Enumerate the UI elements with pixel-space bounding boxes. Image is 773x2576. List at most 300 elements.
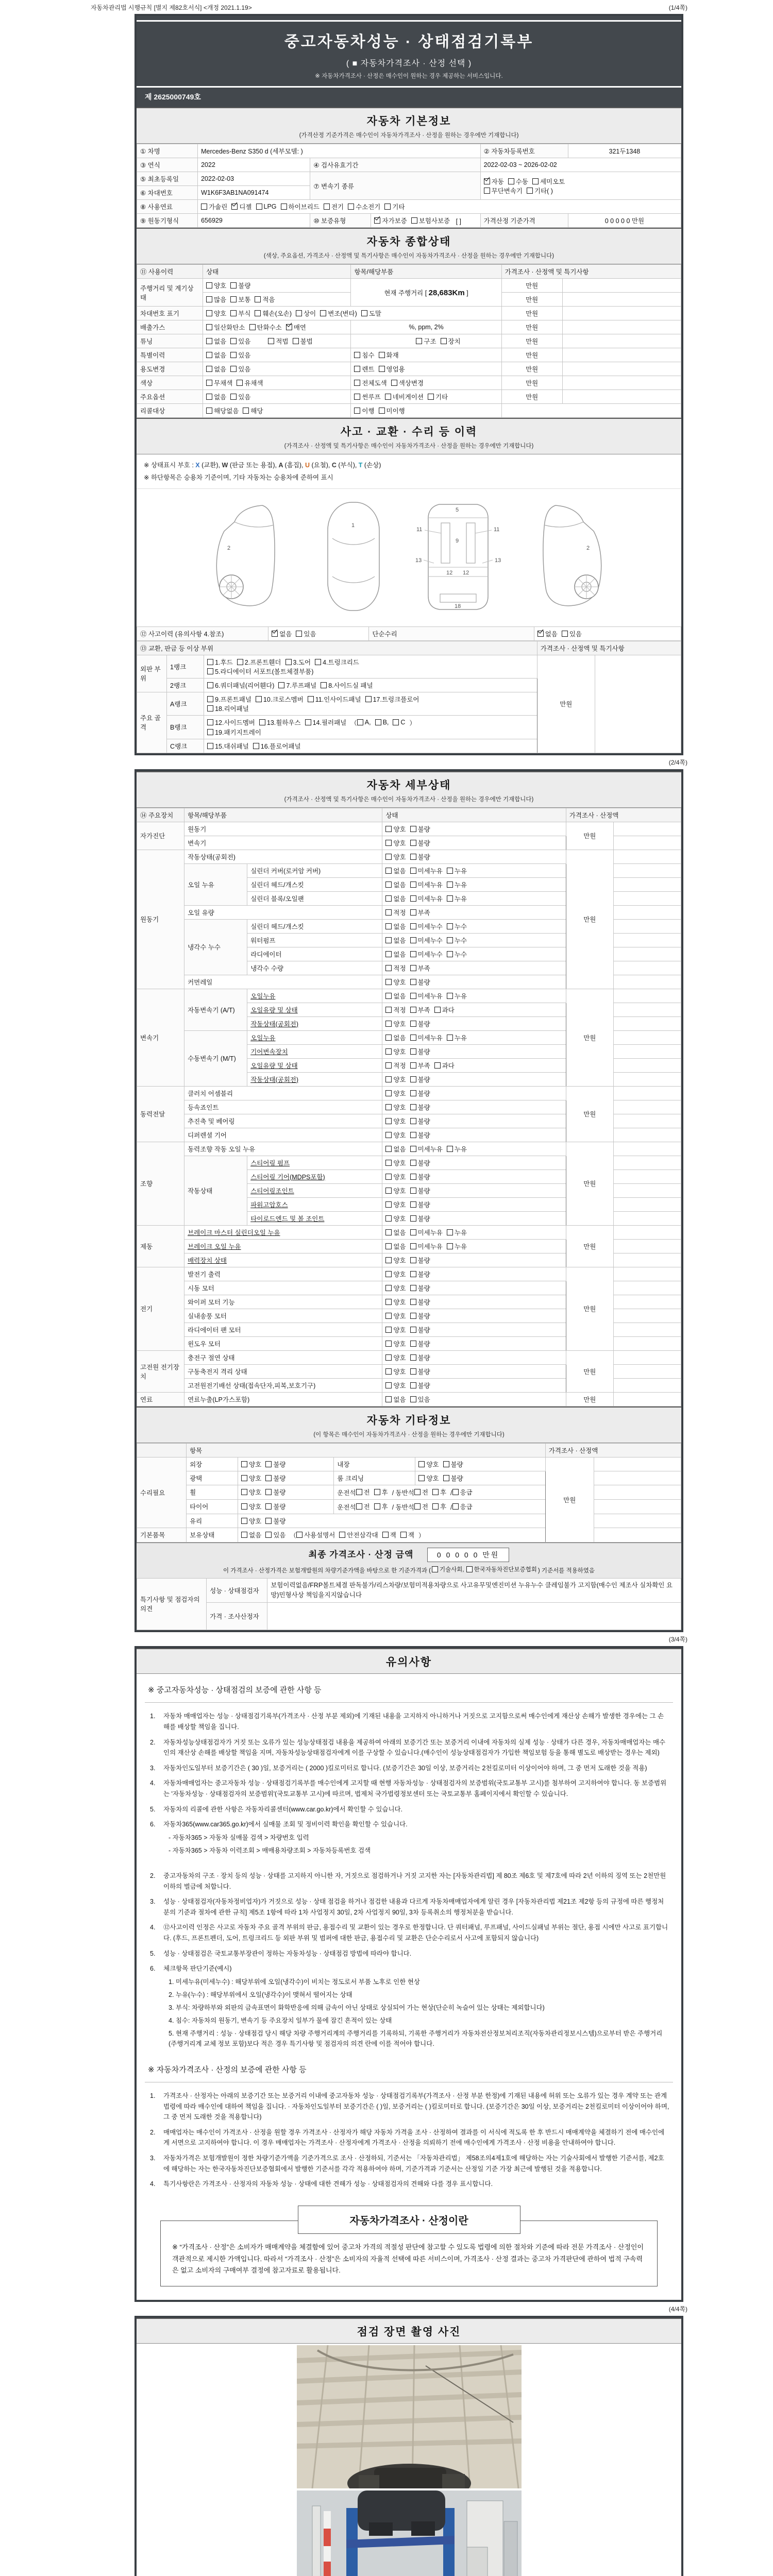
checkbox[interactable] bbox=[385, 993, 392, 999]
checkbox[interactable] bbox=[410, 1188, 416, 1194]
checkbox[interactable] bbox=[356, 1489, 362, 1495]
checkbox-option-영업용[interactable] bbox=[379, 364, 405, 374]
checkbox-option-6.쿼더패널(리어휀다)[interactable] bbox=[207, 681, 274, 690]
checkbox-option-기타( )[interactable] bbox=[527, 186, 553, 195]
checkbox-option-도말[interactable] bbox=[361, 309, 381, 318]
checkbox[interactable] bbox=[259, 719, 265, 725]
checkbox[interactable] bbox=[385, 394, 391, 400]
checkbox-option-잭[interactable] bbox=[382, 1530, 396, 1539]
checkbox-option-불량[interactable] bbox=[443, 1460, 463, 1469]
checkbox-option-있음[interactable] bbox=[265, 1530, 285, 1539]
checkbox[interactable] bbox=[385, 1174, 392, 1180]
checkbox[interactable] bbox=[385, 923, 392, 929]
checkbox[interactable] bbox=[230, 310, 237, 316]
checkbox-option-불량[interactable] bbox=[410, 1158, 430, 1167]
checkbox[interactable] bbox=[207, 743, 213, 749]
checkbox-option-기타[interactable] bbox=[428, 392, 448, 401]
checkbox-option-미세누유[interactable] bbox=[410, 894, 443, 903]
checkbox[interactable] bbox=[410, 965, 416, 971]
checkbox-checked[interactable] bbox=[374, 217, 380, 224]
checkbox-checked[interactable] bbox=[231, 204, 238, 210]
checkbox[interactable] bbox=[385, 1090, 392, 1096]
checkbox-option-양호[interactable] bbox=[385, 1089, 406, 1098]
checkbox[interactable] bbox=[447, 1146, 453, 1152]
checkbox-option-양호[interactable] bbox=[385, 838, 406, 848]
checkbox-option-양호[interactable] bbox=[385, 1019, 406, 1028]
checkbox-option-없음[interactable] bbox=[385, 1144, 406, 1154]
checkbox[interactable] bbox=[385, 1299, 392, 1305]
checkbox[interactable] bbox=[414, 1489, 421, 1495]
checkbox[interactable] bbox=[428, 394, 434, 400]
checkbox[interactable] bbox=[361, 310, 367, 316]
checkbox[interactable] bbox=[418, 1461, 425, 1467]
checkbox-option-장치[interactable] bbox=[441, 336, 461, 346]
checkbox-option-없음[interactable] bbox=[385, 991, 406, 1001]
checkbox-option-미세누유[interactable] bbox=[410, 1242, 443, 1251]
checkbox[interactable] bbox=[354, 352, 360, 358]
checkbox[interactable] bbox=[385, 826, 392, 832]
checkbox[interactable] bbox=[256, 696, 262, 702]
checkbox-option-적정[interactable] bbox=[385, 1061, 406, 1070]
checkbox-option-해당없음[interactable] bbox=[206, 406, 239, 415]
checkbox[interactable] bbox=[410, 1062, 416, 1069]
checkbox[interactable] bbox=[410, 1257, 416, 1263]
checkbox[interactable] bbox=[410, 1201, 416, 1208]
checkbox[interactable] bbox=[432, 1489, 439, 1495]
checkbox-checked[interactable] bbox=[272, 631, 278, 637]
checkbox-option-양호[interactable] bbox=[385, 1367, 406, 1376]
checkbox[interactable] bbox=[281, 204, 287, 210]
checkbox[interactable] bbox=[296, 1532, 303, 1538]
checkbox[interactable] bbox=[265, 1475, 272, 1481]
checkbox[interactable] bbox=[385, 1243, 392, 1249]
checkbox[interactable] bbox=[293, 338, 299, 344]
checkbox[interactable] bbox=[410, 1076, 416, 1082]
checkbox-option-탄화수소[interactable] bbox=[249, 323, 282, 332]
checkbox-option-불량[interactable] bbox=[410, 1019, 430, 1028]
checkbox-option-부식[interactable] bbox=[230, 309, 250, 318]
checkbox[interactable] bbox=[385, 882, 392, 888]
checkbox-option-7.루프패널[interactable] bbox=[278, 681, 316, 690]
checkbox[interactable] bbox=[305, 719, 311, 725]
checkbox[interactable] bbox=[354, 380, 360, 386]
checkbox-option-13.휠하우스[interactable] bbox=[259, 718, 301, 727]
checkbox[interactable] bbox=[201, 204, 207, 210]
checkbox-option-무단변속기[interactable] bbox=[484, 186, 523, 195]
checkbox[interactable] bbox=[207, 659, 213, 665]
checkbox[interactable] bbox=[268, 338, 274, 344]
checkbox[interactable] bbox=[253, 743, 259, 749]
checkbox-option-양호[interactable] bbox=[241, 1516, 261, 1526]
checkbox[interactable] bbox=[278, 682, 284, 688]
checkbox[interactable] bbox=[410, 937, 416, 943]
checkbox-option-불량[interactable] bbox=[410, 1172, 430, 1181]
checkbox[interactable] bbox=[241, 1532, 247, 1538]
checkbox-option-불량[interactable] bbox=[410, 1256, 430, 1265]
checkbox-option-누유[interactable] bbox=[447, 1033, 467, 1042]
checkbox[interactable] bbox=[375, 719, 381, 725]
checkbox-option-양호[interactable] bbox=[385, 1283, 406, 1293]
checkbox-option-누유[interactable] bbox=[447, 866, 467, 875]
checkbox[interactable] bbox=[265, 1503, 272, 1510]
checkbox-option-양호[interactable] bbox=[241, 1460, 261, 1469]
checkbox[interactable] bbox=[321, 682, 327, 688]
checkbox-option-미세누유[interactable] bbox=[410, 880, 443, 889]
checkbox[interactable] bbox=[255, 296, 261, 302]
checkbox-option-불량[interactable] bbox=[410, 1116, 430, 1126]
checkbox[interactable] bbox=[447, 923, 453, 929]
checkbox[interactable] bbox=[418, 1475, 425, 1481]
checkbox[interactable] bbox=[391, 380, 397, 386]
checkbox-option-LPG[interactable] bbox=[256, 203, 277, 210]
checkbox-option-3.도어[interactable] bbox=[285, 657, 311, 667]
checkbox-option-적정[interactable] bbox=[385, 908, 406, 917]
checkbox[interactable] bbox=[400, 1532, 407, 1538]
checkbox[interactable] bbox=[410, 923, 416, 929]
checkbox-option-부족[interactable] bbox=[410, 1005, 430, 1014]
checkbox[interactable] bbox=[385, 854, 392, 860]
checkbox-option-누수[interactable] bbox=[447, 950, 467, 959]
checkbox[interactable] bbox=[241, 1461, 247, 1467]
checkbox-option-불법[interactable] bbox=[293, 336, 313, 346]
checkbox[interactable] bbox=[207, 696, 213, 702]
checkbox-option-불량[interactable] bbox=[410, 1130, 430, 1140]
checkbox[interactable] bbox=[237, 659, 243, 665]
checkbox[interactable] bbox=[452, 1489, 459, 1495]
checkbox[interactable] bbox=[410, 882, 416, 888]
checkbox-option-미세누유[interactable] bbox=[410, 1033, 443, 1042]
checkbox-option-불량[interactable] bbox=[410, 1311, 430, 1320]
checkbox[interactable] bbox=[410, 854, 416, 860]
checkbox-option-전[interactable] bbox=[356, 1487, 370, 1497]
checkbox-option-안전삼각대[interactable] bbox=[339, 1530, 378, 1539]
checkbox-option-매연[interactable] bbox=[286, 323, 306, 332]
checkbox-option-양호[interactable] bbox=[385, 1103, 406, 1112]
checkbox-option-누유[interactable] bbox=[447, 880, 467, 889]
checkbox-option-불량[interactable] bbox=[265, 1473, 285, 1483]
checkbox[interactable] bbox=[385, 1132, 392, 1138]
checkbox[interactable] bbox=[206, 324, 212, 330]
checkbox[interactable] bbox=[385, 1271, 392, 1277]
checkbox[interactable] bbox=[230, 352, 237, 358]
checkbox[interactable] bbox=[315, 659, 321, 665]
checkbox[interactable] bbox=[285, 659, 292, 665]
checkbox-option-전체도색[interactable] bbox=[354, 378, 386, 387]
checkbox[interactable] bbox=[296, 310, 302, 316]
checkbox[interactable] bbox=[410, 993, 416, 999]
checkbox[interactable] bbox=[447, 993, 453, 999]
checkbox-option-양호[interactable] bbox=[385, 1339, 406, 1348]
checkbox-option-양호[interactable] bbox=[385, 1186, 406, 1195]
checkbox[interactable] bbox=[230, 282, 237, 289]
checkbox-option-무채색[interactable] bbox=[206, 378, 232, 387]
checkbox[interactable] bbox=[410, 1341, 416, 1347]
checkbox[interactable] bbox=[411, 217, 417, 224]
checkbox-option-양호[interactable] bbox=[385, 1075, 406, 1084]
checkbox-option-불량[interactable] bbox=[410, 1214, 430, 1223]
checkbox[interactable] bbox=[410, 1271, 416, 1277]
checkbox[interactable] bbox=[447, 1243, 453, 1249]
checkbox-option-불량[interactable] bbox=[265, 1460, 285, 1469]
checkbox[interactable] bbox=[385, 1327, 392, 1333]
checkbox-option-누유[interactable] bbox=[447, 991, 467, 1001]
checkbox-option-18.리어패널[interactable] bbox=[207, 704, 249, 713]
checkbox-option-없음[interactable] bbox=[206, 392, 226, 401]
checkbox[interactable] bbox=[206, 338, 212, 344]
checkbox-option-누유[interactable] bbox=[447, 894, 467, 903]
checkbox-option-양호[interactable] bbox=[206, 281, 226, 290]
checkbox-option-5.라디에이터 서포트(볼트체결부품)[interactable] bbox=[207, 667, 313, 676]
checkbox[interactable] bbox=[374, 1489, 380, 1495]
checkbox[interactable] bbox=[434, 1007, 441, 1013]
checkbox[interactable] bbox=[432, 1503, 439, 1510]
checkbox-option-누수[interactable] bbox=[447, 922, 467, 931]
checkbox[interactable] bbox=[230, 338, 237, 344]
checkbox-option-1.후드[interactable] bbox=[207, 657, 233, 667]
checkbox[interactable] bbox=[206, 282, 212, 289]
checkbox-option-없음[interactable] bbox=[385, 922, 406, 931]
checkbox[interactable] bbox=[320, 310, 326, 316]
checkbox-option-standard-book-2[interactable] bbox=[466, 1565, 537, 1573]
checkbox[interactable] bbox=[230, 296, 237, 302]
checkbox[interactable] bbox=[385, 1035, 392, 1041]
checkbox-option-양호[interactable] bbox=[385, 1325, 406, 1334]
checkbox[interactable] bbox=[385, 1076, 392, 1082]
checkbox-option-미세누수[interactable] bbox=[410, 936, 443, 945]
checkbox-option-양호[interactable] bbox=[385, 1353, 406, 1362]
checkbox[interactable] bbox=[532, 178, 539, 184]
checkbox[interactable] bbox=[410, 840, 416, 846]
checkbox-option-있음[interactable] bbox=[230, 364, 250, 374]
checkbox-option-과다[interactable] bbox=[434, 1061, 455, 1070]
checkbox-option-구조[interactable] bbox=[416, 336, 436, 346]
checkbox-option-침수[interactable] bbox=[354, 350, 374, 360]
checkbox[interactable] bbox=[206, 380, 212, 386]
checkbox[interactable] bbox=[385, 1021, 392, 1027]
checkbox-option-양호[interactable] bbox=[385, 1214, 406, 1223]
checkbox[interactable] bbox=[206, 366, 212, 372]
checkbox[interactable] bbox=[527, 188, 533, 194]
checkbox[interactable] bbox=[410, 1313, 416, 1319]
checkbox-option-후[interactable] bbox=[432, 1487, 446, 1497]
checkbox[interactable] bbox=[562, 631, 568, 637]
checkbox-option-누유[interactable] bbox=[447, 1228, 467, 1237]
checkbox-option-양호[interactable] bbox=[385, 1311, 406, 1320]
checkbox[interactable] bbox=[374, 1503, 380, 1510]
checkbox-option-불량[interactable] bbox=[410, 824, 430, 834]
checkbox-option-누유[interactable] bbox=[447, 1144, 467, 1154]
checkbox-option-없음[interactable] bbox=[385, 950, 406, 959]
checkbox-option-불량[interactable] bbox=[265, 1502, 285, 1511]
checkbox[interactable] bbox=[265, 1532, 272, 1538]
checkbox-option-응급[interactable] bbox=[452, 1502, 473, 1511]
checkbox[interactable] bbox=[410, 1285, 416, 1291]
checkbox-option-있음[interactable] bbox=[562, 629, 582, 638]
checkbox[interactable] bbox=[410, 1243, 416, 1249]
checkbox[interactable] bbox=[410, 1354, 416, 1361]
checkbox[interactable] bbox=[385, 1201, 392, 1208]
checkbox-option-불량[interactable] bbox=[410, 1269, 430, 1279]
checkbox[interactable] bbox=[410, 1035, 416, 1041]
checkbox-option-세미오토[interactable] bbox=[532, 177, 565, 186]
checkbox[interactable] bbox=[324, 204, 330, 210]
checkbox-option-가솔린[interactable] bbox=[201, 202, 227, 211]
checkbox[interactable] bbox=[356, 1503, 362, 1510]
checkbox-option-자가보증[interactable] bbox=[374, 216, 407, 225]
checkbox-option-미세누유[interactable] bbox=[410, 1144, 443, 1154]
checkbox-option-16.플로어패널[interactable] bbox=[253, 741, 301, 751]
checkbox-option-색상변경[interactable] bbox=[391, 378, 424, 387]
checkbox[interactable] bbox=[243, 408, 249, 414]
checkbox-option-잭[interactable] bbox=[400, 1530, 414, 1539]
checkbox-option-불량[interactable] bbox=[230, 281, 250, 290]
checkbox[interactable] bbox=[443, 1475, 449, 1481]
checkbox-option-양호[interactable] bbox=[385, 1297, 406, 1307]
checkbox-option-후[interactable] bbox=[374, 1502, 388, 1511]
checkbox-option-양호[interactable] bbox=[385, 1130, 406, 1140]
checkbox[interactable] bbox=[385, 1104, 392, 1110]
checkbox[interactable] bbox=[354, 366, 360, 372]
checkbox-option-화재[interactable] bbox=[379, 350, 399, 360]
checkbox[interactable] bbox=[385, 1146, 392, 1152]
checkbox[interactable] bbox=[385, 1062, 392, 1069]
checkbox-option-누수[interactable] bbox=[447, 936, 467, 945]
checkbox-option-누유[interactable] bbox=[447, 1242, 467, 1251]
checkbox-option-양호[interactable] bbox=[206, 309, 226, 318]
checkbox-option-양호[interactable] bbox=[385, 1047, 406, 1056]
checkbox[interactable] bbox=[385, 1382, 392, 1388]
checkbox-option-불량[interactable] bbox=[410, 1200, 430, 1209]
checkbox[interactable] bbox=[410, 895, 416, 902]
checkbox-option-14.필러패널[interactable] bbox=[305, 718, 347, 727]
checkbox[interactable] bbox=[452, 1503, 459, 1510]
checkbox[interactable] bbox=[410, 1021, 416, 1027]
checkbox-option-기타[interactable] bbox=[384, 202, 405, 211]
checkbox[interactable] bbox=[206, 310, 212, 316]
checkbox[interactable] bbox=[447, 1229, 453, 1235]
checkbox-option-없음[interactable] bbox=[385, 1242, 406, 1251]
checkbox[interactable] bbox=[385, 965, 392, 971]
checkbox[interactable] bbox=[432, 1566, 438, 1572]
checkbox-option-없음[interactable] bbox=[385, 894, 406, 903]
checkbox-option-양호[interactable] bbox=[241, 1487, 261, 1497]
checkbox-option-B,[interactable] bbox=[375, 719, 389, 726]
checkbox[interactable] bbox=[354, 408, 360, 414]
checkbox[interactable] bbox=[385, 909, 392, 916]
checkbox[interactable] bbox=[357, 719, 363, 725]
checkbox-option-적법[interactable] bbox=[268, 336, 288, 346]
checkbox[interactable] bbox=[385, 1215, 392, 1222]
checkbox-option-하이브리드[interactable] bbox=[281, 202, 320, 211]
checkbox[interactable] bbox=[385, 1007, 392, 1013]
checkbox[interactable] bbox=[385, 1285, 392, 1291]
checkbox-option-훼손(오손)[interactable] bbox=[255, 309, 292, 318]
checkbox-option-수동[interactable] bbox=[508, 177, 528, 186]
checkbox-option-없음[interactable] bbox=[272, 629, 292, 638]
checkbox[interactable] bbox=[410, 909, 416, 916]
checkbox[interactable] bbox=[410, 1007, 416, 1013]
checkbox[interactable] bbox=[466, 1566, 473, 1572]
checkbox-option-없음[interactable] bbox=[385, 1395, 406, 1404]
checkbox[interactable] bbox=[410, 979, 416, 985]
checkbox[interactable] bbox=[447, 1035, 453, 1041]
checkbox[interactable] bbox=[447, 951, 453, 957]
checkbox[interactable] bbox=[385, 979, 392, 985]
checkbox[interactable] bbox=[414, 1503, 421, 1510]
checkbox[interactable] bbox=[265, 1489, 272, 1495]
checkbox[interactable] bbox=[206, 296, 212, 302]
checkbox[interactable] bbox=[385, 868, 392, 874]
checkbox-option-불량[interactable] bbox=[410, 1381, 430, 1390]
checkbox[interactable] bbox=[379, 408, 385, 414]
checkbox-option-있음[interactable] bbox=[230, 336, 250, 346]
checkbox-option-4.트렁크리드[interactable] bbox=[315, 657, 359, 667]
checkbox-option-이행[interactable] bbox=[354, 406, 374, 415]
checkbox-option-불량[interactable] bbox=[410, 1353, 430, 1362]
checkbox[interactable] bbox=[385, 1048, 392, 1055]
checkbox[interactable] bbox=[385, 1118, 392, 1124]
checkbox-option-없음[interactable] bbox=[241, 1530, 261, 1539]
checkbox-option-없음[interactable] bbox=[537, 629, 558, 638]
checkbox[interactable] bbox=[241, 1475, 247, 1481]
checkbox[interactable] bbox=[207, 705, 213, 711]
checkbox[interactable] bbox=[410, 1146, 416, 1152]
checkbox-option-양호[interactable] bbox=[385, 852, 406, 861]
checkbox[interactable] bbox=[230, 394, 237, 400]
checkbox-option-불량[interactable] bbox=[410, 1325, 430, 1334]
checkbox-option-응급[interactable] bbox=[452, 1487, 473, 1497]
checkbox-option-A,[interactable] bbox=[357, 719, 371, 726]
checkbox[interactable] bbox=[410, 951, 416, 957]
checkbox-option-양호[interactable] bbox=[418, 1473, 439, 1483]
checkbox-option-적정[interactable] bbox=[385, 963, 406, 973]
checkbox[interactable] bbox=[508, 178, 514, 184]
checkbox-option-전[interactable] bbox=[414, 1502, 428, 1511]
checkbox[interactable] bbox=[410, 1160, 416, 1166]
checkbox-option-C[interactable] bbox=[393, 719, 405, 726]
checkbox[interactable] bbox=[385, 937, 392, 943]
checkbox[interactable] bbox=[379, 352, 385, 358]
checkbox[interactable] bbox=[206, 394, 212, 400]
checkbox-option-미세누수[interactable] bbox=[410, 922, 443, 931]
checkbox[interactable] bbox=[385, 1396, 392, 1402]
checkbox-option-불량[interactable] bbox=[410, 852, 430, 861]
checkbox[interactable] bbox=[441, 338, 447, 344]
checkbox-option-양호[interactable] bbox=[385, 1381, 406, 1390]
checkbox[interactable] bbox=[385, 1354, 392, 1361]
checkbox-option-불량[interactable] bbox=[410, 1339, 430, 1348]
checkbox-option-전[interactable] bbox=[356, 1502, 370, 1511]
checkbox-option-12.사이드멤버[interactable] bbox=[207, 718, 255, 727]
checkbox-option-렌트[interactable] bbox=[354, 364, 374, 374]
checkbox-option-불량[interactable] bbox=[410, 1186, 430, 1195]
checkbox-option-15.대쉬패널[interactable] bbox=[207, 741, 249, 751]
checkbox-option-양호[interactable] bbox=[418, 1460, 439, 1469]
checkbox-option-상이[interactable] bbox=[296, 309, 316, 318]
checkbox-option-있음[interactable] bbox=[230, 392, 250, 401]
checkbox[interactable] bbox=[207, 729, 213, 735]
checkbox[interactable] bbox=[385, 840, 392, 846]
checkbox[interactable] bbox=[410, 1229, 416, 1235]
checkbox[interactable] bbox=[379, 366, 385, 372]
checkbox[interactable] bbox=[230, 366, 237, 372]
checkbox-option-양호[interactable] bbox=[385, 1200, 406, 1209]
checkbox[interactable] bbox=[393, 719, 399, 725]
checkbox-option-양호[interactable] bbox=[385, 1116, 406, 1126]
checkbox-option-11.인사이드패널[interactable] bbox=[308, 694, 361, 704]
checkbox-option-전[interactable] bbox=[414, 1487, 428, 1497]
checkbox[interactable] bbox=[249, 324, 256, 330]
